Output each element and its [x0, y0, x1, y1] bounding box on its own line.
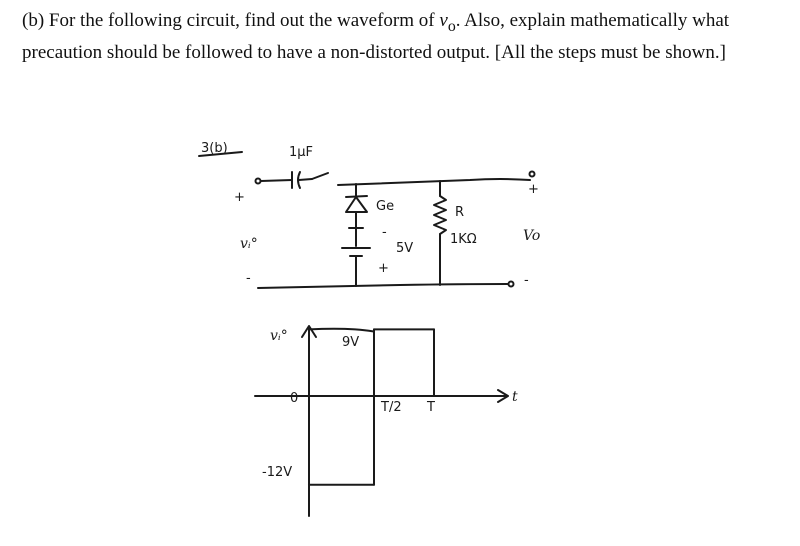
waveform-high-label: 9V: [342, 335, 360, 350]
waveform-axis-label: vᵢ°: [270, 328, 288, 344]
capacitor-lead-left: [261, 180, 292, 181]
waveform-period-label: T: [427, 400, 435, 415]
capacitor-lead-right: [299, 179, 312, 180]
diode-label: Ge: [376, 199, 395, 214]
waveform-low-label: -12V: [262, 465, 293, 480]
output-terminal-top: [530, 172, 535, 177]
diode-triangle: [346, 197, 367, 212]
waveform-time-label: t: [512, 389, 518, 405]
output-plus-sign: +: [528, 182, 539, 197]
battery: [342, 228, 370, 286]
output-minus-sign: -: [524, 273, 529, 288]
input-waveform: [255, 326, 518, 516]
capacitor: [261, 172, 312, 188]
battery-minus-sign: -: [382, 225, 387, 240]
resistor-label-value: 1KΩ: [450, 232, 477, 247]
bottom-rail: [258, 284, 508, 288]
capacitor-label: 1μF: [289, 145, 314, 160]
battery-plus-sign: +: [378, 261, 389, 276]
output-voltage-label: Vo: [523, 228, 541, 244]
waveform-high-start: [309, 329, 373, 332]
waveform-half-period-label: T/2: [381, 400, 402, 415]
vo-subscript: o: [447, 17, 456, 35]
vo-symbol: v: [439, 10, 448, 31]
resistor: [434, 181, 446, 285]
circuit: [199, 141, 540, 288]
top-rail: [338, 179, 530, 185]
waveform-trace: [309, 329, 434, 485]
output-terminal-bottom: [509, 282, 514, 287]
question-prefix: (b) For the following circuit, find out the waveform of: [22, 10, 440, 31]
input-minus-sign: -: [246, 271, 251, 286]
top-wire-stub: [312, 173, 328, 179]
problem-tag: 3(b): [201, 141, 228, 156]
resistor-label-r: R: [455, 205, 465, 220]
resistor-zigzag: [434, 196, 446, 234]
battery-label: 5V: [396, 241, 414, 256]
question-suffix: . Also, explain mathematically what precaution should be followed to have a non-distorted output. [All the steps must be shown.]: [22, 10, 730, 63]
diode: [346, 184, 367, 228]
input-voltage-label: vᵢ°: [240, 236, 258, 252]
waveform-origin-label: 0: [290, 391, 299, 406]
input-plus-sign: +: [234, 190, 245, 205]
input-terminal-top: [256, 179, 261, 184]
